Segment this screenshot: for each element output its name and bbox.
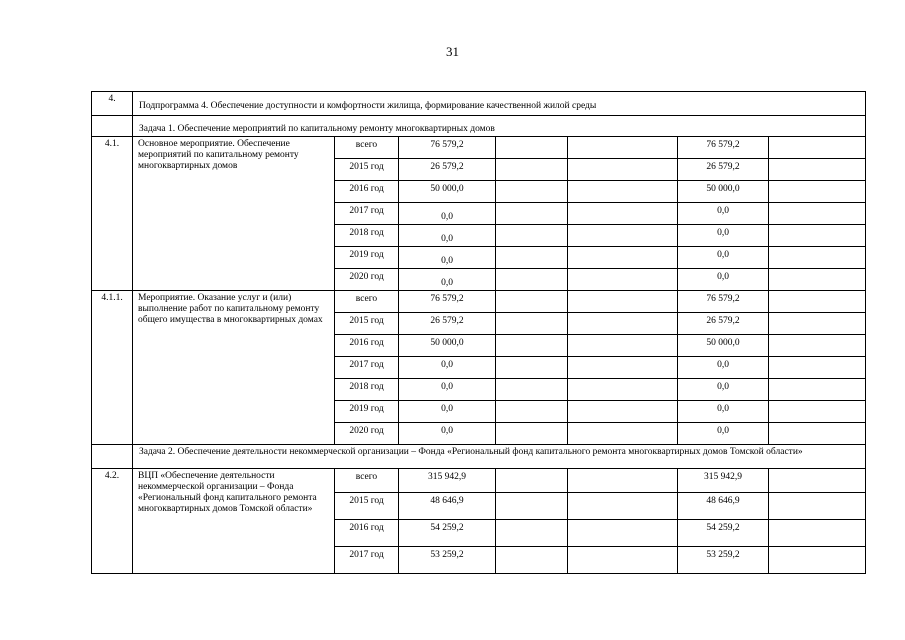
regional-value: 0,0 xyxy=(678,225,769,247)
total-value: 48 646,9 xyxy=(399,493,496,520)
empty-cell xyxy=(496,547,568,574)
regional-value: 0,0 xyxy=(678,247,769,269)
empty-cell xyxy=(769,203,866,225)
regional-value: 0,0 xyxy=(678,357,769,379)
empty-cell xyxy=(496,225,568,247)
total-value: 0,0 xyxy=(399,357,496,379)
empty-cell xyxy=(496,313,568,335)
empty-cell xyxy=(769,225,866,247)
empty-cell xyxy=(769,520,866,547)
year-cell: 2016 год xyxy=(335,335,399,357)
regional-value: 76 579,2 xyxy=(678,291,769,313)
total-value: 50 000,0 xyxy=(399,335,496,357)
empty-cell xyxy=(568,401,678,423)
empty-cell xyxy=(568,469,678,493)
year-cell: 2018 год xyxy=(335,225,399,247)
item-4-1-1-description: Мероприятие. Оказание услуг и (или) выполнение работ по капитальному ремонту общего имущества в многоквартирных домах xyxy=(133,291,335,445)
empty-cell xyxy=(496,247,568,269)
total-value: 0,0 xyxy=(399,247,496,269)
empty-cell xyxy=(769,357,866,379)
empty-cell xyxy=(568,225,678,247)
empty-cell xyxy=(496,269,568,291)
empty-cell xyxy=(496,423,568,445)
empty-cell xyxy=(568,291,678,313)
empty-cell xyxy=(769,159,866,181)
subprogram-row xyxy=(92,92,866,116)
empty-cell xyxy=(496,159,568,181)
year-cell: 2016 год xyxy=(335,520,399,547)
year-cell: 2020 год xyxy=(335,423,399,445)
regional-value: 50 000,0 xyxy=(678,335,769,357)
empty-cell xyxy=(769,469,866,493)
year-cell: 2019 год xyxy=(335,401,399,423)
empty-cell xyxy=(496,181,568,203)
year-cell: 2017 год xyxy=(335,203,399,225)
empty-cell xyxy=(496,357,568,379)
empty-cell xyxy=(568,423,678,445)
regional-value: 76 579,2 xyxy=(678,137,769,159)
empty-cell xyxy=(496,335,568,357)
task1-title: Задача 1. Обеспечение мероприятий по капитальному ремонту многоквартирных домов xyxy=(133,116,866,137)
empty-cell xyxy=(568,247,678,269)
total-value: 315 942,9 xyxy=(399,469,496,493)
total-value: 0,0 xyxy=(399,379,496,401)
item-4-2-row xyxy=(92,469,866,493)
total-value: 0,0 xyxy=(399,225,496,247)
item-4-1-row xyxy=(92,137,866,159)
empty-cell xyxy=(568,313,678,335)
empty-cell xyxy=(769,269,866,291)
regional-value: 26 579,2 xyxy=(678,313,769,335)
regional-value: 0,0 xyxy=(678,423,769,445)
subprogram-title: Подпрограмма 4. Обеспечение доступности и комфортности жилища, формирование качественной жилой среды xyxy=(133,92,866,116)
empty-cell xyxy=(568,181,678,203)
empty-cell xyxy=(496,520,568,547)
empty-cell xyxy=(568,379,678,401)
empty-cell xyxy=(769,313,866,335)
empty-cell xyxy=(769,137,866,159)
empty-cell xyxy=(769,291,866,313)
year-cell: 2015 год xyxy=(335,493,399,520)
task2-row xyxy=(92,445,866,469)
empty-cell xyxy=(769,181,866,203)
empty-cell xyxy=(568,159,678,181)
total-value: 76 579,2 xyxy=(399,291,496,313)
year-cell: 2015 год xyxy=(335,159,399,181)
empty-cell xyxy=(496,291,568,313)
regional-value: 0,0 xyxy=(678,379,769,401)
total-value: 76 579,2 xyxy=(399,137,496,159)
task1-row xyxy=(92,116,866,137)
subprogram-number: 4. xyxy=(92,92,133,116)
regional-value: 0,0 xyxy=(678,203,769,225)
empty-cell xyxy=(568,493,678,520)
total-value: 0,0 xyxy=(399,423,496,445)
task1-number-cell xyxy=(92,116,133,137)
regional-value: 0,0 xyxy=(678,269,769,291)
empty-cell xyxy=(769,547,866,574)
task2-title: Задача 2. Обеспечение деятельности некоммерческой организации – Фонда «Региональный фонд капитального ремонта многоквартирных домов Томской области» xyxy=(133,445,866,469)
empty-cell xyxy=(769,335,866,357)
total-value: 26 579,2 xyxy=(399,159,496,181)
empty-cell xyxy=(496,379,568,401)
total-value: 50 000,0 xyxy=(399,181,496,203)
year-cell: 2017 год xyxy=(335,547,399,574)
year-cell: всего xyxy=(335,291,399,313)
empty-cell xyxy=(496,469,568,493)
empty-cell xyxy=(568,137,678,159)
empty-cell xyxy=(496,401,568,423)
empty-cell xyxy=(568,203,678,225)
empty-cell xyxy=(769,379,866,401)
page-number: 31 xyxy=(446,44,459,59)
total-value: 54 259,2 xyxy=(399,520,496,547)
regional-value: 26 579,2 xyxy=(678,159,769,181)
year-cell: 2020 год xyxy=(335,269,399,291)
regional-value: 0,0 xyxy=(678,401,769,423)
year-cell: 2018 год xyxy=(335,379,399,401)
regional-value: 54 259,2 xyxy=(678,520,769,547)
item-4-1-description: Основное мероприятие. Обеспечение мероприятий по капитальному ремонту многоквартирных домов xyxy=(133,137,335,291)
total-value: 0,0 xyxy=(399,401,496,423)
item-4-2-description: ВЦП «Обеспечение деятельности некоммерческой организации – Фонда «Региональный фонд капитального ремонта многоквартирных домов Томской области» xyxy=(133,469,335,574)
year-cell: всего xyxy=(335,469,399,493)
empty-cell xyxy=(769,423,866,445)
year-cell: 2016 год xyxy=(335,181,399,203)
year-cell: всего xyxy=(335,137,399,159)
item-4-2-number: 4.2. xyxy=(92,469,133,574)
empty-cell xyxy=(496,493,568,520)
task2-number-cell xyxy=(92,445,133,469)
regional-value: 53 259,2 xyxy=(678,547,769,574)
year-cell: 2019 год xyxy=(335,247,399,269)
year-cell: 2017 год xyxy=(335,357,399,379)
empty-cell xyxy=(769,401,866,423)
total-value: 26 579,2 xyxy=(399,313,496,335)
empty-cell xyxy=(769,247,866,269)
empty-cell xyxy=(568,520,678,547)
item-4-1-number: 4.1. xyxy=(92,137,133,291)
program-table xyxy=(91,91,866,574)
empty-cell xyxy=(496,137,568,159)
empty-cell xyxy=(568,547,678,574)
item-4-1-1-row xyxy=(92,291,866,313)
year-cell: 2015 год xyxy=(335,313,399,335)
empty-cell xyxy=(568,357,678,379)
regional-value: 50 000,0 xyxy=(678,181,769,203)
empty-cell xyxy=(496,203,568,225)
total-value: 53 259,2 xyxy=(399,547,496,574)
empty-cell xyxy=(568,335,678,357)
item-4-1-1-number: 4.1.1. xyxy=(92,291,133,445)
regional-value: 48 646,9 xyxy=(678,493,769,520)
total-value: 0,0 xyxy=(399,269,496,291)
empty-cell xyxy=(568,269,678,291)
regional-value: 315 942,9 xyxy=(678,469,769,493)
empty-cell xyxy=(769,493,866,520)
total-value: 0,0 xyxy=(399,203,496,225)
